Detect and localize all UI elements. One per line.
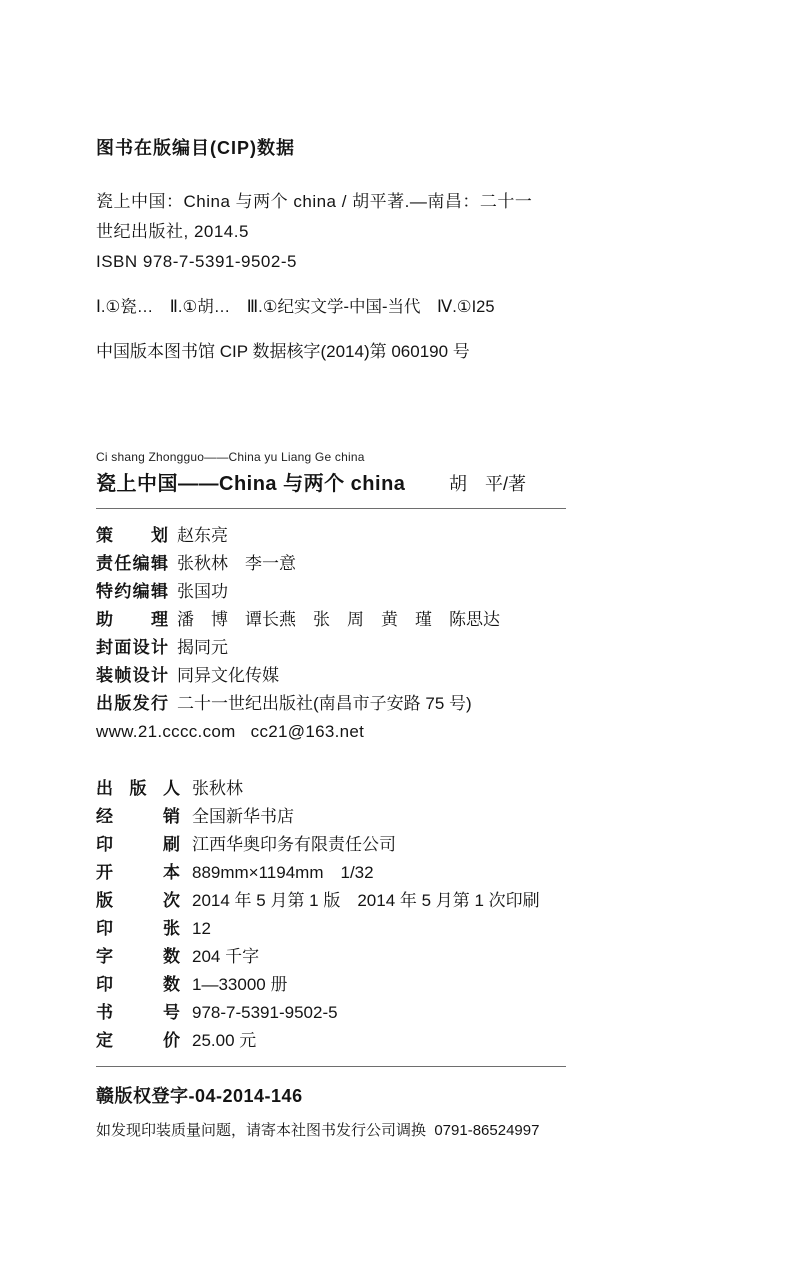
credit-value: 赵东亮 — [177, 526, 228, 545]
book-title: 瓷上中国——China 与两个 china — [96, 473, 406, 495]
publication-row — [96, 971, 566, 999]
cip-block — [96, 187, 566, 277]
publication-label: 开本 — [96, 863, 180, 882]
publication-label: 定价 — [96, 1031, 180, 1050]
credit-label: 装帧设计 — [96, 666, 168, 685]
title-row — [96, 467, 566, 496]
page-content — [96, 0, 566, 1140]
regional-copyright-number: 赣版权登字-04-2014-146 — [96, 1086, 303, 1106]
credit-label: 封面设计 — [96, 638, 168, 657]
cip-line: 世纪出版社, 2014.5 — [96, 222, 249, 241]
credit-value: 张国功 — [177, 582, 228, 601]
credit-label: 责任编辑 — [96, 554, 168, 573]
publication-row — [96, 775, 566, 803]
credit-row — [96, 550, 566, 578]
credit-label: 助理 — [96, 610, 168, 629]
publication-label: 版次 — [96, 891, 180, 910]
cip-record-number: 中国版本图书馆 CIP 数据核字(2014)第 060190 号 — [96, 342, 470, 361]
credit-label: 特约编辑 — [96, 582, 168, 601]
publication-value: 2014 年 5 月第 1 版 2014 年 5 月第 1 次印刷 — [192, 891, 540, 910]
publication-value: 978-7-5391-9502-5 — [192, 1003, 338, 1022]
cip-isbn: ISBN 978-7-5391-9502-5 — [96, 252, 297, 271]
title-block — [96, 450, 566, 496]
cip-classification: Ⅰ.①瓷… Ⅱ.①胡… Ⅲ.①纪实文学-中国-当代 Ⅳ.①I25 — [96, 298, 495, 316]
cip-header: 图书在版编目(CIP)数据 — [96, 138, 295, 158]
book-author: 胡 平/著 — [448, 474, 526, 494]
publication-row — [96, 859, 566, 887]
credit-value: 张秋林 李一意 — [177, 554, 296, 573]
publication-info-list — [96, 775, 566, 1055]
publication-value: 889mm×1194mm 1/32 — [192, 863, 374, 882]
credit-row — [96, 634, 566, 662]
credit-value: 二十一世纪出版社(南昌市子安路 75 号) — [177, 694, 472, 713]
credit-label: 策划 — [96, 526, 168, 545]
publication-label: 印刷 — [96, 835, 180, 854]
credit-row — [96, 578, 566, 606]
publication-row — [96, 831, 566, 859]
publication-value: 12 — [192, 919, 211, 938]
credit-value: 揭同元 — [177, 638, 228, 657]
credit-label: 出版发行 — [96, 694, 168, 713]
publication-row — [96, 803, 566, 831]
title-pinyin: Ci shang Zhongguo——China yu Liang Ge china — [96, 450, 365, 464]
publication-value: 江西华奥印务有限责任公司 — [192, 835, 396, 854]
publisher-web-email: www.21.cccc.com cc21@163.net — [96, 722, 365, 741]
publication-label: 经销 — [96, 807, 180, 826]
publication-label: 印数 — [96, 975, 180, 994]
title-divider — [96, 508, 566, 509]
publication-row — [96, 1027, 566, 1055]
publication-row — [96, 915, 566, 943]
publication-row — [96, 887, 566, 915]
publication-value: 25.00 元 — [192, 1031, 257, 1050]
publication-row — [96, 943, 566, 971]
publication-value: 张秋林 — [192, 779, 243, 798]
cip-line: 瓷上中国：China 与两个 china / 胡平著.—南昌：二十一 — [96, 192, 533, 211]
credit-row — [96, 662, 566, 690]
footer-divider — [96, 1066, 566, 1067]
publication-label: 字数 — [96, 947, 180, 966]
print-quality-note: 如发现印装质量问题，请寄本社图书发行公司调换 0791-86524997 — [96, 1122, 540, 1139]
credits-list — [96, 522, 566, 746]
credit-value: 同异文化传媒 — [177, 666, 279, 685]
publication-row — [96, 999, 566, 1027]
publication-value: 1—33000 册 — [192, 975, 288, 994]
credit-row — [96, 690, 566, 718]
credit-row — [96, 606, 566, 634]
credit-value: 潘 博 谭长燕 张 周 黄 瑾 陈思达 — [177, 610, 500, 629]
publication-label: 书号 — [96, 1003, 180, 1022]
publication-value: 全国新华书店 — [192, 807, 294, 826]
publication-label: 出版人 — [96, 779, 180, 798]
publication-label: 印张 — [96, 919, 180, 938]
credit-row — [96, 522, 566, 550]
publication-value: 204 千字 — [192, 947, 260, 966]
